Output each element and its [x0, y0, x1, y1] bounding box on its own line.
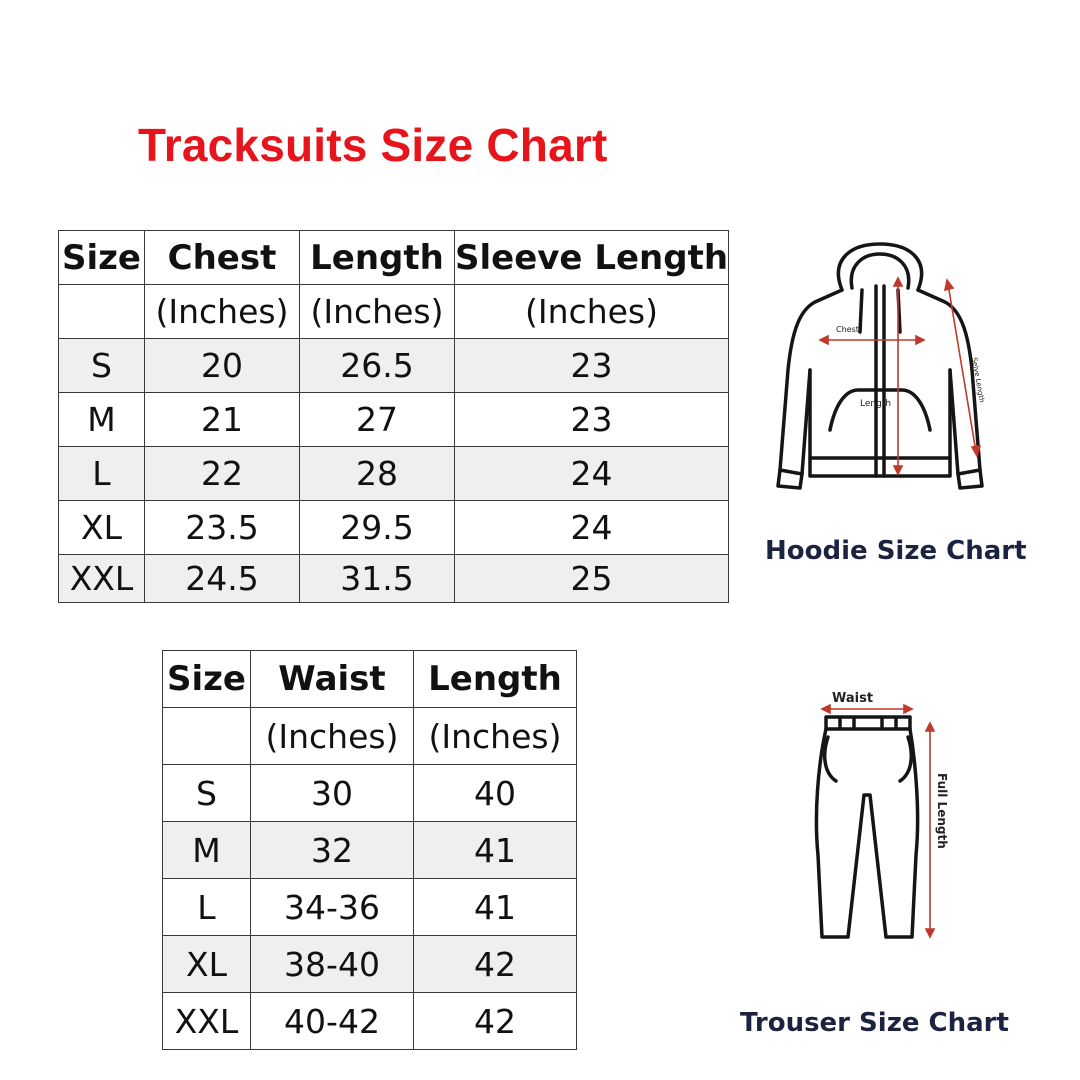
table-cell: 23.5: [145, 501, 300, 555]
page-title: Tracksuits Size Chart: [138, 119, 608, 171]
table-cell: 40-42: [251, 993, 414, 1050]
table-cell: S: [163, 765, 251, 822]
table-cell: 42: [414, 993, 577, 1050]
table-header-row: [59, 231, 729, 285]
units-row: [163, 708, 577, 765]
table-cell: XL: [59, 501, 145, 555]
sleeve-length-label: Selve Length: [970, 356, 986, 404]
table-row: [59, 447, 729, 501]
unit-cell: [163, 708, 251, 765]
unit-cell: (Inches): [300, 285, 455, 339]
table-cell: L: [59, 447, 145, 501]
table-cell: 38-40: [251, 936, 414, 993]
table-cell: XL: [163, 936, 251, 993]
table-row: [163, 765, 577, 822]
table-cell: 34-36: [251, 879, 414, 936]
column-header: Chest: [145, 231, 300, 285]
column-header: Length: [300, 231, 455, 285]
table-cell: 20: [145, 339, 300, 393]
trouser-size-table: [162, 650, 577, 1050]
units-row: [59, 285, 729, 339]
table-row: [163, 879, 577, 936]
length-label: Length: [860, 399, 892, 409]
table-row: [163, 993, 577, 1050]
table-cell: L: [163, 879, 251, 936]
table-cell: 26.5: [300, 339, 455, 393]
table-row: [163, 936, 577, 993]
trouser-caption: Trouser Size Chart: [740, 1008, 1009, 1038]
table-cell: XXL: [59, 555, 145, 603]
table-cell: 28: [300, 447, 455, 501]
hoodie-size-table: [58, 230, 729, 603]
unit-cell: (Inches): [145, 285, 300, 339]
column-header: Size: [163, 651, 251, 708]
column-header: Length: [414, 651, 577, 708]
table-cell: 31.5: [300, 555, 455, 603]
table-cell: 40: [414, 765, 577, 822]
table-cell: 23: [455, 339, 729, 393]
table-cell: 24: [455, 447, 729, 501]
table-row: [163, 822, 577, 879]
table-cell: 32: [251, 822, 414, 879]
table-cell: 42: [414, 936, 577, 993]
table-cell: M: [59, 393, 145, 447]
table-cell: 41: [414, 879, 577, 936]
table-cell: S: [59, 339, 145, 393]
table-cell: 24: [455, 501, 729, 555]
table-cell: M: [163, 822, 251, 879]
column-header: Sleeve Length: [455, 231, 729, 285]
table-row: [59, 555, 729, 603]
hoodie-icon: [770, 240, 990, 500]
table-cell: 23: [455, 393, 729, 447]
table-cell: 24.5: [145, 555, 300, 603]
chest-label: Chest: [836, 325, 859, 334]
hoodie-caption: Hoodie Size Chart: [765, 536, 1027, 566]
table-row: [59, 501, 729, 555]
table-cell: 29.5: [300, 501, 455, 555]
table-cell: XXL: [163, 993, 251, 1050]
trouser-icon: [800, 685, 950, 955]
table-row: [59, 393, 729, 447]
waist-label: Waist: [832, 691, 874, 706]
table-cell: 27: [300, 393, 455, 447]
table-row: [59, 339, 729, 393]
table-cell: 21: [145, 393, 300, 447]
table-cell: 41: [414, 822, 577, 879]
table-cell: 30: [251, 765, 414, 822]
table-header-row: [163, 651, 577, 708]
table-cell: 22: [145, 447, 300, 501]
column-header: Size: [59, 231, 145, 285]
unit-cell: (Inches): [251, 708, 414, 765]
unit-cell: (Inches): [414, 708, 577, 765]
unit-cell: [59, 285, 145, 339]
table-cell: 25: [455, 555, 729, 603]
unit-cell: (Inches): [455, 285, 729, 339]
full-length-label: Full Length: [935, 773, 949, 849]
column-header: Waist: [251, 651, 414, 708]
